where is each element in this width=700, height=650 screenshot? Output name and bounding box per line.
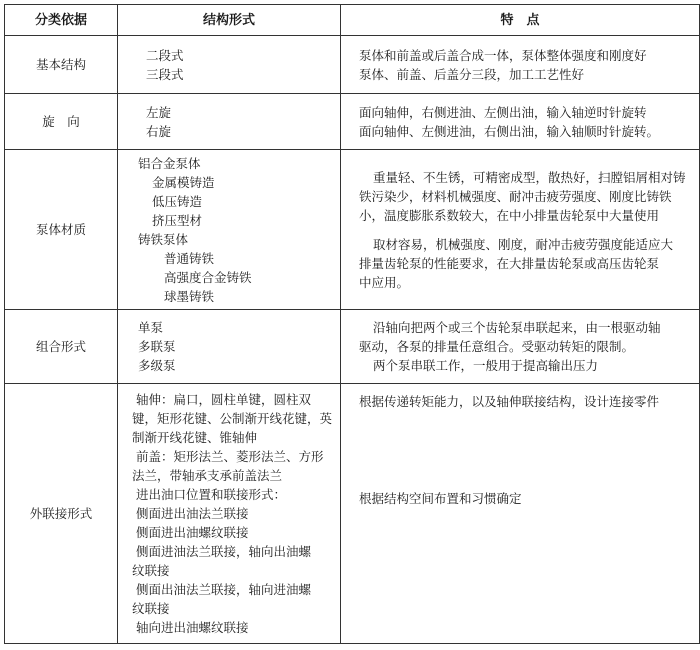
features-material <box>341 150 700 310</box>
header-category: 分类依据 <box>5 5 118 36</box>
table-row-material <box>5 150 700 310</box>
features-rotation <box>341 94 700 150</box>
header-row <box>5 5 700 36</box>
table-row-external <box>5 384 700 644</box>
category-external: 外联接形式 <box>5 384 118 644</box>
feature-line: 排量齿轮泵的性能要求，在大排量齿轮泵或高压齿轮泵 <box>359 255 660 271</box>
form-item: 侧面进油法兰联接，轴向出油螺 <box>136 544 312 559</box>
forms-material <box>118 150 341 310</box>
forms-basic <box>118 36 341 94</box>
spacer <box>359 225 691 235</box>
form-item: 轴伸：扁口，圆柱单键，圆柱双 <box>136 392 312 407</box>
form-item: 普通铸铁 <box>164 250 215 266</box>
category-material: 泵体材质 <box>5 150 118 310</box>
form-item: 制渐开线花键、锥轴伸 <box>132 430 258 445</box>
feature-line: 小，温度膨胀系数较大，在中小排量齿轮泵中大量使用 <box>359 207 660 223</box>
form-item: 侧面进出油法兰联接 <box>136 506 249 521</box>
form-item: 金属模铸造 <box>152 174 215 190</box>
form-item: 低压铸造 <box>152 193 203 209</box>
form-item: 右旋 <box>146 123 172 139</box>
features-basic <box>341 36 700 94</box>
form-item: 三段式 <box>146 66 184 82</box>
form-item: 左旋 <box>146 104 172 120</box>
form-item: 纹联接 <box>132 563 170 578</box>
feature-line: 取材容易，机械强度、刚度，耐冲击疲劳强度能适应大 <box>373 236 674 252</box>
header-form: 结构形式 <box>118 5 341 36</box>
form-item: 进出油口位置和联接形式： <box>136 487 287 502</box>
table-row-combination <box>5 310 700 384</box>
form-item: 侧面进出油螺纹联接 <box>136 525 249 540</box>
feature-line: 沿轴向把两个或三个齿轮泵串联起来，由一根驱动轴 <box>373 320 661 335</box>
structure-table-container <box>4 4 696 644</box>
feature-line: 根据传递转矩能力，以及轴伸联接结构，设计连接零件 <box>359 394 660 409</box>
form-item: 铝合金泵体 <box>138 155 201 171</box>
feature-line: 铁污染少，材料机械强度、耐冲击疲劳强度、刚度比铸铁 <box>359 188 672 204</box>
form-item: 键，矩形花键、公制渐开线花键，英 <box>132 411 333 426</box>
feature-line: 驱动，各泵的排量任意组合。受驱动转矩的限制。 <box>359 339 635 354</box>
form-item: 多级泵 <box>138 358 176 373</box>
form-item: 挤压型材 <box>152 212 203 228</box>
form-item: 前盖：矩形法兰、菱形法兰、方形 <box>136 449 324 464</box>
form-item: 高强度合金铸铁 <box>164 269 252 285</box>
category-basic: 基本结构 <box>5 36 118 94</box>
category-combination: 组合形式 <box>5 310 118 384</box>
header-feature: 特 点 <box>341 5 700 36</box>
table-row-basic <box>5 36 700 94</box>
feature-line: 泵体和前盖或后盖合成一体，泵体整体强度和刚度好 <box>359 47 647 63</box>
feature-line: 中应用。 <box>359 274 410 290</box>
feature-line: 重量轻、不生锈，可精密成型，散热好，扫膛铝屑相对铸 <box>373 169 686 185</box>
features-external <box>341 384 700 644</box>
form-item: 法兰，带轴承支承前盖法兰 <box>132 468 283 483</box>
forms-combination <box>118 310 341 384</box>
form-item: 多联泵 <box>138 339 176 354</box>
form-item: 铸铁泵体 <box>138 231 189 247</box>
gear-pump-structure-table <box>4 4 700 644</box>
form-item: 二段式 <box>146 47 184 63</box>
table-row-rotation <box>5 94 700 150</box>
feature-line: 面向轴伸，右侧进油、左侧出油，输入轴逆时针旋转 <box>359 104 647 120</box>
feature-line: 泵体、前盖、后盖分三段，加工工艺性好 <box>359 66 585 82</box>
category-rotation: 旋 向 <box>5 94 118 150</box>
feature-line: 根据结构空间布置和习惯确定 <box>359 491 522 506</box>
feature-line: 面向轴伸、左侧进油，右侧出油，输入轴顺时针旋转。 <box>359 123 660 139</box>
form-item: 轴向进出油螺纹联接 <box>136 620 249 635</box>
feature-line: 两个泵串联工作，一般用于提高输出压力 <box>373 358 599 373</box>
form-item: 侧面出油法兰联接，轴向进油螺 <box>136 582 312 597</box>
form-item: 球墨铸铁 <box>164 288 215 304</box>
form-item: 单泵 <box>138 320 164 335</box>
forms-external <box>118 384 341 644</box>
form-item: 纹联接 <box>132 601 170 616</box>
features-combination <box>341 310 700 384</box>
forms-rotation <box>118 94 341 150</box>
